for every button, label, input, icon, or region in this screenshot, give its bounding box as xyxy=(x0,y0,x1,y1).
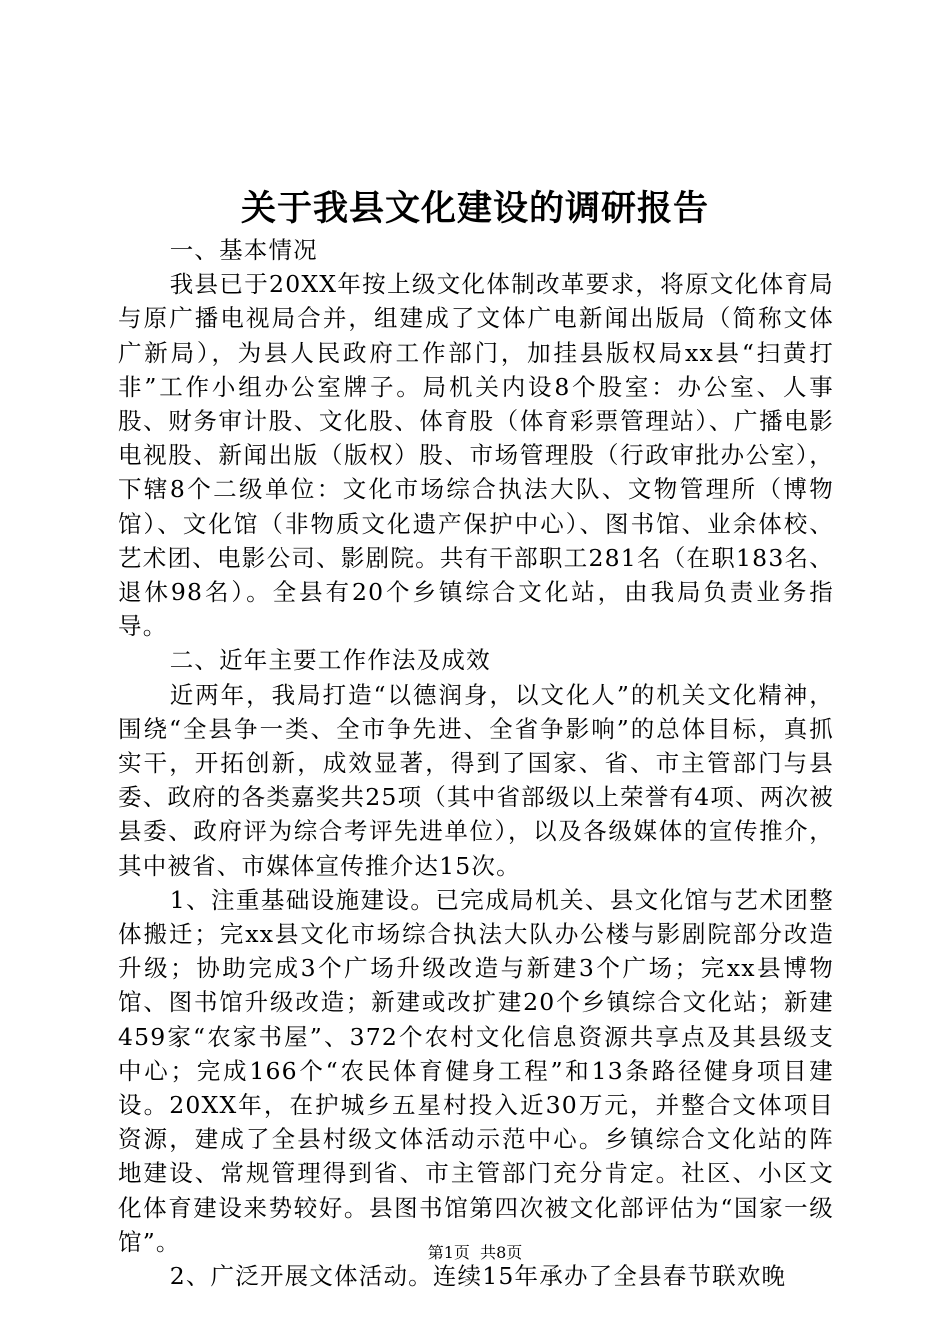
section-heading: 二、近年主要工作作法及成效 xyxy=(169,646,491,675)
section-heading: 一、基本情况 xyxy=(169,236,318,264)
page-number: 第1页 xyxy=(427,1243,470,1262)
page-footer xyxy=(0,1242,950,1264)
paragraph: 1、注重基础设施建设。已完成局机关、县文化馆与艺术团整体搬迁；完xx县文化市场综合执法大队办公楼与影剧院部分改造升级；协助完成3个广场升级改造与新建3个广场；完xx县博物馆、图书馆升级改造；新建或改扩建20个乡镇综合文化站；新建459家“农家书屋”、372个农村文化信息资源共享点及其县级支中心；完成166个“农民体育健身工程”和13条路径健身项目建设。20XX年，在护城乡五星村投入近30万元，并整合文体项目资源，建成了全县村级文体活动示范中心。乡镇综合文化站的阵地建设、常规管理得到省、市主管部门充分肯定。社区、小区文化体育建设来势较好。县图书馆第四次被文化部评估为“国家一级馆”。 xyxy=(118,885,834,1256)
document-body xyxy=(118,233,834,1293)
paragraph: 2、广泛开展文体活动。连续15年承办了全县春节联欢晚 xyxy=(169,1262,787,1291)
page-total: 共8页 xyxy=(480,1243,523,1262)
paragraph: 近两年，我局打造“以德润身，以文化人”的机关文化精神，围绕“全县争一类、全市争先进、全省争影响”的总体目标，真抓实干，开拓创新，成效显著，得到了国家、省、市主管部门与县委、政府的各类嘉奖共25项（其中省部级以上荣誉有4项、两次被县委、政府评为综合考评先进单位），以及各级媒体的宣传推介，其中被省、市媒体宣传推介达15次。 xyxy=(118,680,834,880)
page-title: 关于我县文化建设的调研报告 xyxy=(240,188,709,229)
paragraph: 我县已于20XX年按上级文化体制改革要求，将原文化体育局与原广播电视局合并，组建成了文体广电新闻出版局（简称文体广新局），为县人民政府工作部门，加挂县版权局xx县“扫黄打非”工作小组办公室牌子。局机关内设8个股室：办公室、人事股、财务审计股、文化股、体育股（体育彩票管理站）、广播电影电视股、新闻出版（版权）股、市场管理股（行政审批办公室），下辖8个二级单位：文化市场综合执法大队、文物管理所（博物馆）、文化馆（非物质文化遗产保护中心）、图书馆、业余体校、艺术团、电影公司、影剧院。共有干部职工281名（在职183名、退休98名）。全县有20个乡镇综合文化站，由我局负责业务指导。 xyxy=(118,270,834,641)
